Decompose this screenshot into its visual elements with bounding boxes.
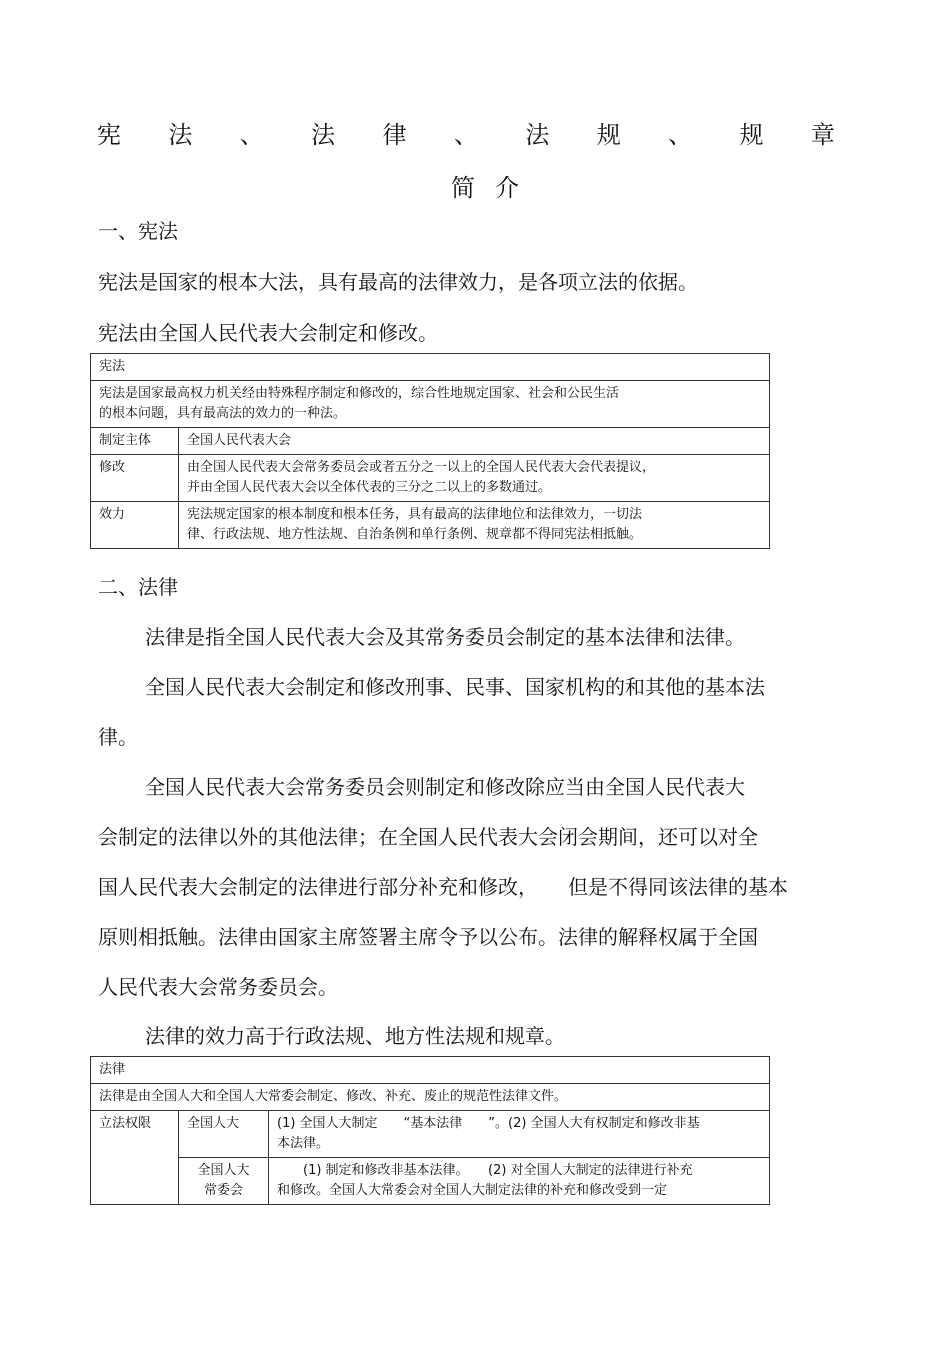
row-value: (1) 制定和修改非基本法律。 (2) 对全国人大制定的法律进行补充 和修改。全国人大常委会对全国人大制定法律的补充和修改受到一定 xyxy=(269,1158,770,1205)
law-table xyxy=(90,1056,770,1205)
row-value: 全国人民代表大会 xyxy=(179,428,770,455)
table-row xyxy=(91,502,770,549)
title-char: 律 xyxy=(382,121,407,149)
section2-paragraph-3-cont: 原则相抵触。法律由国家主席签署主席令予以公布。法律的解释权属于全国 xyxy=(98,925,758,949)
section1-paragraph-1: 宪法是国家的根本大法，具有最高的法律效力，是各项立法的依据。 xyxy=(98,270,698,294)
table-definition: 宪法是国家最高权力机关经由特殊程序制定和修改的，综合性地规定国家、社会和公民生活 的根本问题，具有最高法的效力的一种法。 xyxy=(91,381,770,428)
section2-paragraph-4: 法律的效力高于行政法规、地方性法规和规章。 xyxy=(145,1024,565,1048)
table-row xyxy=(91,1111,770,1158)
section1-paragraph-2: 宪法由全国人民代表大会制定和修改。 xyxy=(98,321,438,345)
table-row xyxy=(91,1158,770,1205)
table-title: 法律 xyxy=(91,1057,770,1084)
title-char: 宪 xyxy=(97,121,121,149)
table-title: 宪法 xyxy=(91,354,770,381)
row-group-label: 立法权限 xyxy=(91,1111,179,1205)
title-char: 、 xyxy=(239,121,264,149)
section2-paragraph-2-cont: 律。 xyxy=(98,725,138,749)
document-title-line2: 简介 xyxy=(451,174,539,202)
section2-paragraph-3-cont: 国人民代表大会制定的法律进行部分补充和修改， 但是不得同该法律的基本 xyxy=(98,875,788,899)
table-definition: 法律是由全国人大和全国人大常委会制定、修改、补充、废止的规范性法律文件。 xyxy=(91,1084,770,1111)
row-sublabel: 全国人大 xyxy=(179,1111,269,1158)
row-value: 宪法规定国家的根本制度和根本任务，具有最高的法律地位和法律效力，一切法 律、行政法规、地方性法规、自治条例和单行条例、规章都不得同宪法相抵触。 xyxy=(179,502,770,549)
section2-paragraph-2: 全国人民代表大会制定和修改刑事、民事、国家机构的和其他的基本法 xyxy=(145,675,765,699)
title-char: 、 xyxy=(453,121,478,149)
row-label: 制定主体 xyxy=(91,428,179,455)
section2-paragraph-3: 全国人民代表大会常务委员会则制定和修改除应当由全国人民代表大 xyxy=(145,775,745,799)
row-label: 修改 xyxy=(91,455,179,502)
title-char: 规 xyxy=(596,121,621,149)
document-title-line1 xyxy=(97,115,835,150)
title-char: 法 xyxy=(168,121,193,149)
table-row xyxy=(91,428,770,455)
title-char: 章 xyxy=(810,121,835,149)
title-char: 法 xyxy=(311,121,336,149)
constitution-table xyxy=(90,353,770,549)
section1-heading: 一、宪法 xyxy=(98,219,178,243)
table-row xyxy=(91,455,770,502)
title-char: 、 xyxy=(668,121,693,149)
section2-heading: 二、法律 xyxy=(98,575,178,599)
title-char: 规 xyxy=(739,121,764,149)
row-label: 效力 xyxy=(91,502,179,549)
title-char: 法 xyxy=(525,121,550,149)
row-value: 由全国人民代表大会常务委员会或者五分之一以上的全国人民代表大会代表提议， 并由全国人民代表大会以全体代表的三分之二以上的多数通过。 xyxy=(179,455,770,502)
section2-paragraph-3-cont: 会制定的法律以外的其他法律；在全国人民代表大会闭会期间，还可以对全 xyxy=(98,825,758,849)
row-sublabel: 全国人大 常委会 xyxy=(179,1158,269,1205)
section2-paragraph-1: 法律是指全国人民代表大会及其常务委员会制定的基本法律和法律。 xyxy=(145,625,745,649)
section2-paragraph-3-cont: 人民代表大会常务委员会。 xyxy=(98,975,338,999)
row-value: (1) 全国人大制定 “基本法律 ”。(2) 全国人大有权制定和修改非基 本法律。 xyxy=(269,1111,770,1158)
